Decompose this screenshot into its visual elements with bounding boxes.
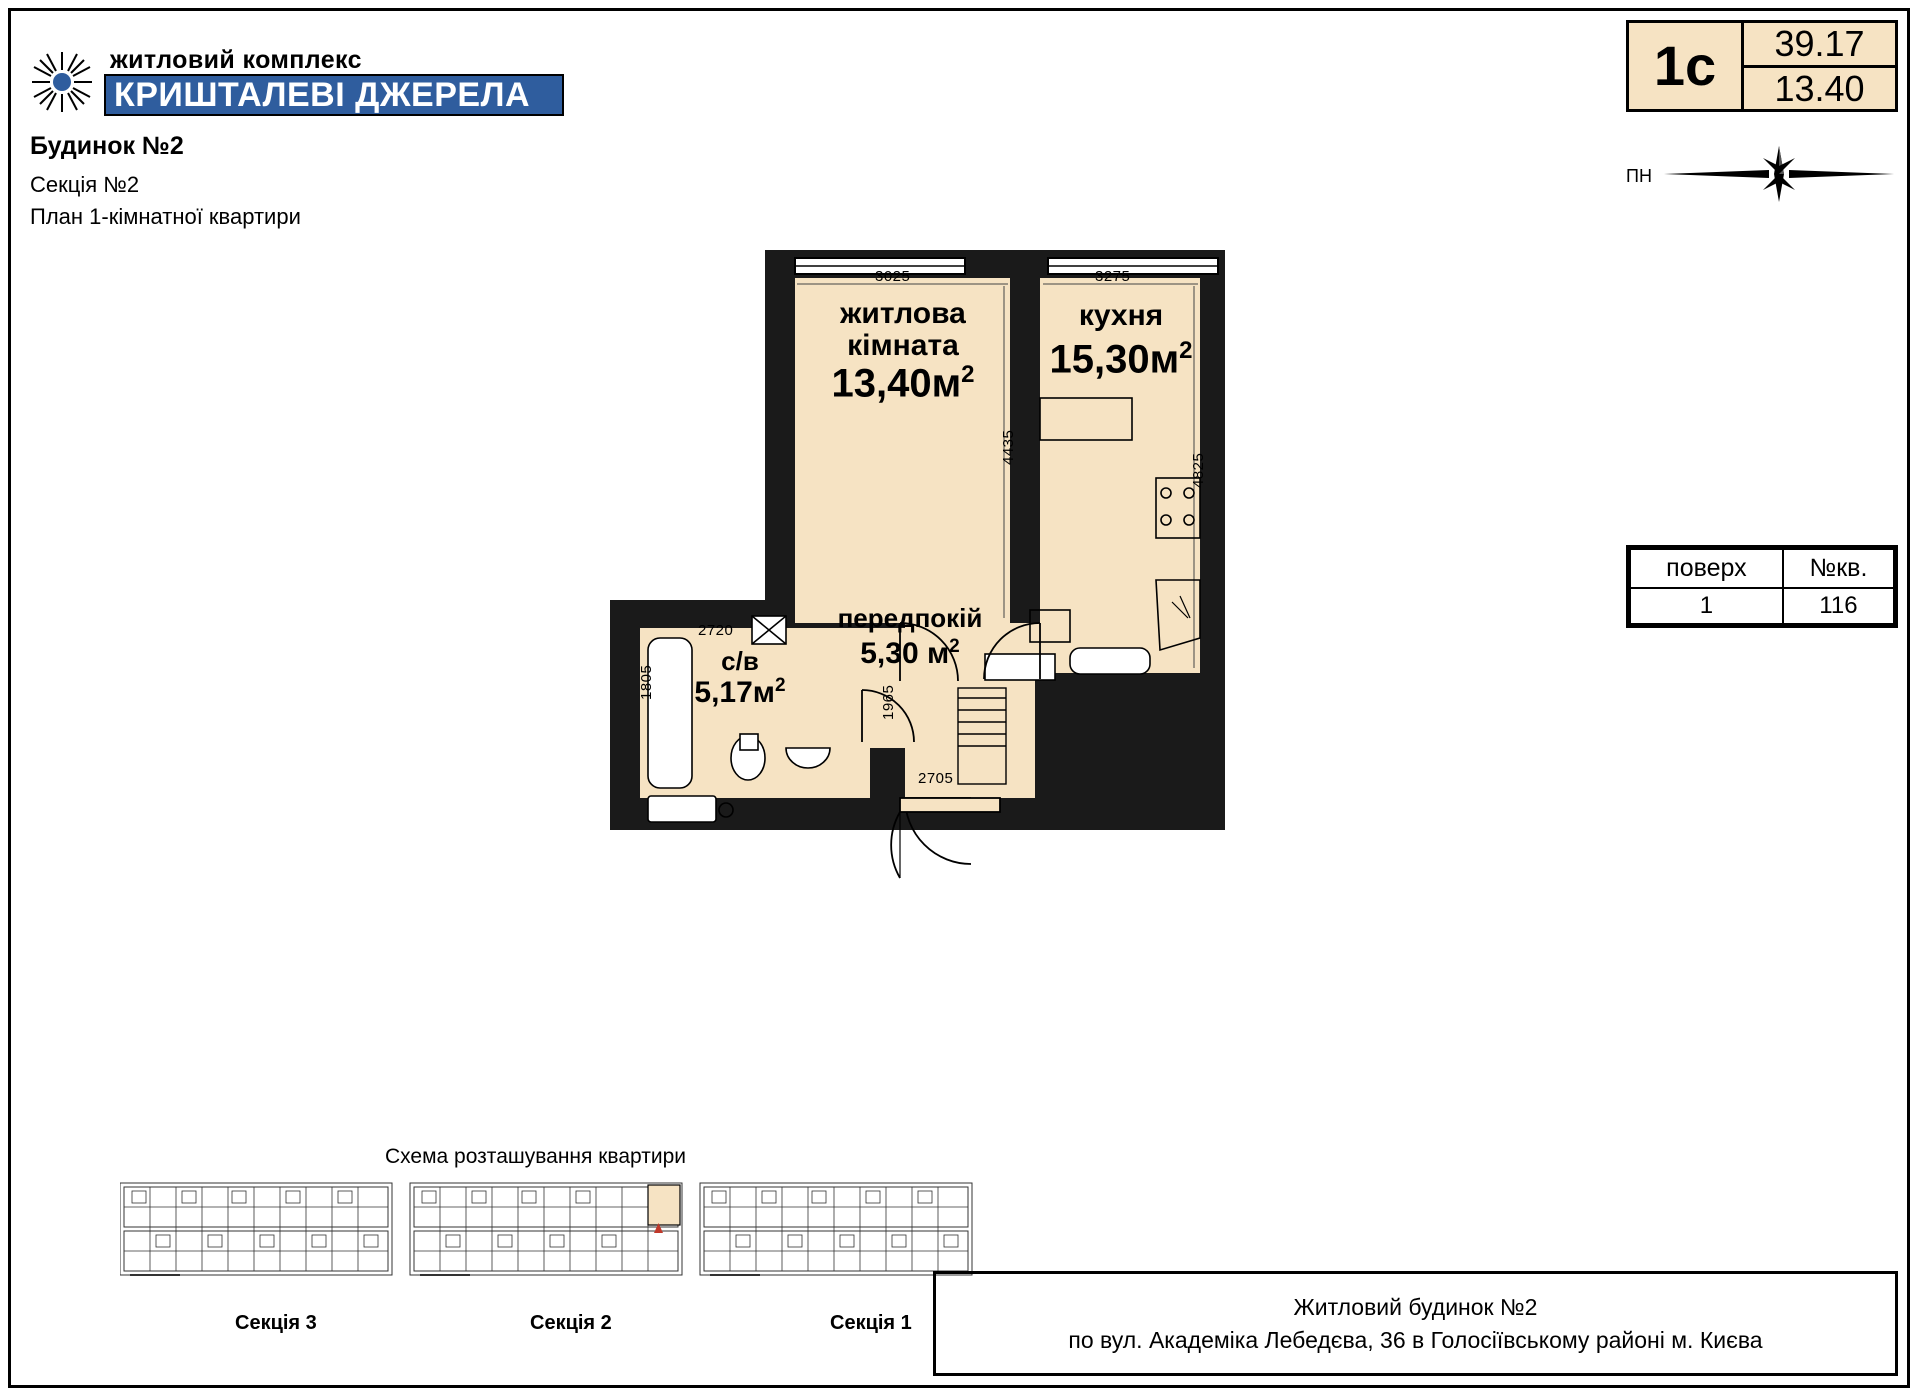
- house-caption: Будинок №2: [30, 132, 184, 160]
- living-room-name-2: кімната: [847, 328, 959, 362]
- room-label-kitchen: [1036, 300, 1206, 381]
- hall-name: передпокій: [837, 603, 983, 633]
- kitchen-area: $15,30м^2$: [1049, 336, 1193, 382]
- scheme-section-1-label: Секція 1: [830, 1312, 912, 1334]
- logo-subtitle: житловий комплекс: [110, 46, 362, 74]
- section-caption: Секція №2: [30, 172, 140, 197]
- bathroom-name: с/в: [721, 646, 759, 676]
- living-room-area: $13,40м^2$: [831, 360, 975, 405]
- table-header-floor: поверх: [1630, 549, 1783, 588]
- compass-north-icon: [1664, 146, 1894, 202]
- dim-bathroom-height: 1805: [638, 664, 655, 700]
- scheme-title: Схема розташування квартири: [385, 1145, 686, 1168]
- dim-bathroom-width: 2720: [698, 622, 734, 639]
- dim-living-height: 4435: [1000, 429, 1017, 465]
- plan-caption: План 1-кімнатної квартири: [30, 204, 301, 229]
- floor-apartment-table: [1626, 545, 1898, 628]
- table-value-apartment: 116: [1783, 588, 1894, 624]
- dim-kitchen-height: 4825: [1190, 452, 1207, 488]
- address-line-2: по вул. Академіка Лебедєва, 36 в Голосіївському районі м. Києва: [1068, 1326, 1763, 1353]
- table-header-apartment: №кв.: [1783, 549, 1894, 588]
- scheme-section-2-label: Секція 2: [530, 1312, 612, 1334]
- room-label-hall: [760, 605, 1060, 669]
- scheme-section-3-label: Секція 3: [235, 1312, 317, 1334]
- address-block: [933, 1271, 1898, 1376]
- badge-areas: [1744, 23, 1895, 109]
- compass-label: ПН: [1626, 166, 1652, 186]
- floor-plan: [600, 250, 1380, 980]
- sun-burst-icon: [30, 50, 94, 114]
- living-room-name-1: житлова: [840, 297, 966, 330]
- logo-title: КРИШТАЛЕВІ ДЖЕРЕЛА: [114, 76, 531, 114]
- logo-block: [22, 22, 582, 114]
- apartment-type-badge: [1626, 20, 1898, 112]
- dim-kitchen-width: 3275: [1095, 268, 1131, 285]
- dim-living-width: 3025: [875, 268, 911, 285]
- compass: [1626, 146, 1898, 206]
- hall-area: 5,30 $м^2$: [860, 635, 960, 670]
- dim-hall-height: 1965: [880, 684, 897, 720]
- bathroom-area: $5,17м^2$: [694, 674, 786, 709]
- apartment-type: 1c: [1629, 23, 1744, 109]
- table-value-floor: 1: [1630, 588, 1783, 624]
- living-area-value: 13.40: [1774, 68, 1865, 109]
- address-line-1: Житловий будинок №2: [1293, 1293, 1538, 1320]
- dim-hall-width: 2705: [918, 770, 954, 787]
- kitchen-name: кухня: [1078, 299, 1164, 332]
- total-area-value: 39.17: [1744, 23, 1895, 68]
- room-label-living: [793, 298, 1013, 404]
- building-scheme: [120, 1175, 1020, 1290]
